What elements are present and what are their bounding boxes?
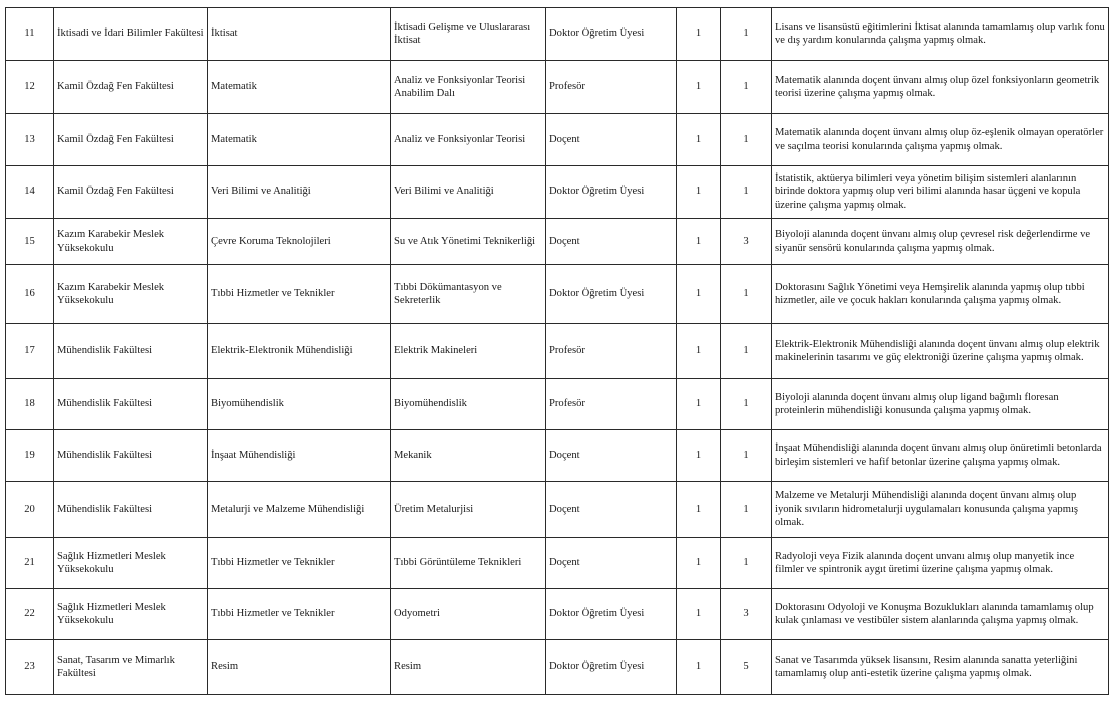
position-count: 1 xyxy=(721,324,772,379)
requirement-text: Sanat ve Tasarımda yüksek lisansını, Resim alanında sanatta yeterliğini tamamlamış olup anti-estetik üzerine çalışma yapmış olmak. xyxy=(772,640,1109,695)
position-count: 3 xyxy=(721,219,772,265)
degree-level: 1 xyxy=(677,379,721,430)
faculty-name: İktisadi ve İdari Bilimler Fakültesi xyxy=(54,8,208,61)
department-name: İnşaat Mühendisliği xyxy=(208,430,391,482)
program-name: Resim xyxy=(391,640,546,695)
program-name: Tıbbi Dökümantasyon ve Sekreterlik xyxy=(391,265,546,324)
position-count: 1 xyxy=(721,61,772,114)
row-number: 16 xyxy=(6,265,54,324)
academic-title: Doçent xyxy=(546,482,677,538)
row-number: 15 xyxy=(6,219,54,265)
table-row xyxy=(6,166,1109,219)
program-name: İktisadi Gelişme ve Uluslararası İktisat xyxy=(391,8,546,61)
table-row xyxy=(6,538,1109,589)
program-name: Elektrik Makineleri xyxy=(391,324,546,379)
faculty-name: Kamil Özdağ Fen Fakültesi xyxy=(54,166,208,219)
academic-title: Doktor Öğretim Üyesi xyxy=(546,640,677,695)
row-number: 18 xyxy=(6,379,54,430)
program-name: Veri Bilimi ve Analitiği xyxy=(391,166,546,219)
row-number: 13 xyxy=(6,114,54,166)
requirement-text: Radyoloji veya Fizik alanında doçent unvanı almış olup manyetik ince filmler ve spintronik aygıt üretimi üzerine çalışma yapmış olmak. xyxy=(772,538,1109,589)
faculty-name: Kazım Karabekir Meslek Yüksekokulu xyxy=(54,219,208,265)
position-count: 1 xyxy=(721,379,772,430)
table-row xyxy=(6,589,1109,640)
faculty-name: Sağlık Hizmetleri Meslek Yüksekokulu xyxy=(54,589,208,640)
table-row xyxy=(6,8,1109,61)
faculty-name: Mühendislik Fakültesi xyxy=(54,324,208,379)
degree-level: 1 xyxy=(677,324,721,379)
faculty-name: Sanat, Tasarım ve Mimarlık Fakültesi xyxy=(54,640,208,695)
academic-title: Doktor Öğretim Üyesi xyxy=(546,8,677,61)
department-name: İktisat xyxy=(208,8,391,61)
academic-title: Doçent xyxy=(546,219,677,265)
requirement-text: Matematik alanında doçent ünvanı almış olup özel fonksiyonların geometrik teorisi üzerine çalışma yapmış olmak. xyxy=(772,61,1109,114)
academic-title: Doçent xyxy=(546,430,677,482)
degree-level: 1 xyxy=(677,8,721,61)
table-row xyxy=(6,61,1109,114)
row-number: 17 xyxy=(6,324,54,379)
requirement-text: Biyoloji alanında doçent ünvanı almış olup ligand bağımlı floresan proteinlerin mühendisliği konusunda çalışma yapmış olmak. xyxy=(772,379,1109,430)
department-name: Metalurji ve Malzeme Mühendisliği xyxy=(208,482,391,538)
faculty-name: Mühendislik Fakültesi xyxy=(54,430,208,482)
academic-title: Doktor Öğretim Üyesi xyxy=(546,166,677,219)
academic-title: Profesör xyxy=(546,324,677,379)
degree-level: 1 xyxy=(677,482,721,538)
table-row xyxy=(6,640,1109,695)
department-name: Elektrik-Elektronik Mühendisliği xyxy=(208,324,391,379)
faculty-name: Sağlık Hizmetleri Meslek Yüksekokulu xyxy=(54,538,208,589)
table-row xyxy=(6,482,1109,538)
table-row xyxy=(6,114,1109,166)
row-number: 14 xyxy=(6,166,54,219)
row-number: 22 xyxy=(6,589,54,640)
degree-level: 1 xyxy=(677,61,721,114)
position-count: 3 xyxy=(721,589,772,640)
academic-title: Doçent xyxy=(546,538,677,589)
department-name: Matematik xyxy=(208,61,391,114)
requirement-text: Matematik alanında doçent ünvanı almış olup öz-eşlenik olmayan operatörler ve saçılma teorisi konularında çalışma yapmış olmak. xyxy=(772,114,1109,166)
program-name: Analiz ve Fonksiyonlar Teorisi xyxy=(391,114,546,166)
program-name: Mekanik xyxy=(391,430,546,482)
department-name: Resim xyxy=(208,640,391,695)
position-count: 5 xyxy=(721,640,772,695)
department-name: Matematik xyxy=(208,114,391,166)
program-name: Su ve Atık Yönetimi Teknikerliği xyxy=(391,219,546,265)
position-count: 1 xyxy=(721,430,772,482)
position-count: 1 xyxy=(721,8,772,61)
position-count: 1 xyxy=(721,114,772,166)
table-row xyxy=(6,430,1109,482)
program-name: Analiz ve Fonksiyonlar Teorisi Anabilim Dalı xyxy=(391,61,546,114)
row-number: 23 xyxy=(6,640,54,695)
position-count: 1 xyxy=(721,482,772,538)
academic-title: Doktor Öğretim Üyesi xyxy=(546,265,677,324)
row-number: 12 xyxy=(6,61,54,114)
table-body xyxy=(6,8,1109,695)
requirement-text: İstatistik, aktüerya bilimleri veya yönetim bilişim sistemleri alanlarının birinde doktora yapmış olup veri bilimi alanında hasar üçgeni ve kopula üzerine çalışma yapmış olmak. xyxy=(772,166,1109,219)
requirement-text: Doktorasını Sağlık Yönetimi veya Hemşirelik alanında yapmış olup tıbbi hizmetler, aile ve çocuk hakları konularında çalışma yapmış olmak. xyxy=(772,265,1109,324)
requirement-text: İnşaat Mühendisliği alanında doçent ünvanı almış olup önüretimli betonlarda birleşim sistemleri ve hafif betonlar üzerine çalışma yapmış olmak. xyxy=(772,430,1109,482)
department-name: Biyomühendislik xyxy=(208,379,391,430)
faculty-name: Kazım Karabekir Meslek Yüksekokulu xyxy=(54,265,208,324)
degree-level: 1 xyxy=(677,538,721,589)
degree-level: 1 xyxy=(677,640,721,695)
faculty-name: Mühendislik Fakültesi xyxy=(54,482,208,538)
row-number: 19 xyxy=(6,430,54,482)
department-name: Tıbbi Hizmetler ve Teknikler xyxy=(208,538,391,589)
faculty-name: Kamil Özdağ Fen Fakültesi xyxy=(54,114,208,166)
degree-level: 1 xyxy=(677,589,721,640)
requirement-text: Elektrik-Elektronik Mühendisliği alanında doçent ünvanı almış olup elektrik makinelerinin tasarımı ve güç elektroniği üzerine çalışma yapmış olmak. xyxy=(772,324,1109,379)
position-count: 1 xyxy=(721,166,772,219)
degree-level: 1 xyxy=(677,114,721,166)
row-number: 20 xyxy=(6,482,54,538)
position-count: 1 xyxy=(721,538,772,589)
requirement-text: Biyoloji alanında doçent ünvanı almış olup çevresel risk değerlendirme ve siyanür sensörü konularında çalışma yapmış olmak. xyxy=(772,219,1109,265)
row-number: 21 xyxy=(6,538,54,589)
program-name: Tıbbi Görüntüleme Teknikleri xyxy=(391,538,546,589)
table-row xyxy=(6,324,1109,379)
faculty-positions-table xyxy=(5,7,1109,695)
position-count: 1 xyxy=(721,265,772,324)
program-name: Odyometri xyxy=(391,589,546,640)
degree-level: 1 xyxy=(677,166,721,219)
requirement-text: Malzeme ve Metalurji Mühendisliği alanında doçent ünvanı almış olup iyonik sıvıların hidrometalurji uygulamaları konusunda çalışma yapmış olmak. xyxy=(772,482,1109,538)
degree-level: 1 xyxy=(677,265,721,324)
table-row xyxy=(6,219,1109,265)
program-name: Biyomühendislik xyxy=(391,379,546,430)
program-name: Üretim Metalurjisi xyxy=(391,482,546,538)
academic-title: Profesör xyxy=(546,61,677,114)
faculty-name: Kamil Özdağ Fen Fakültesi xyxy=(54,61,208,114)
table-row xyxy=(6,265,1109,324)
degree-level: 1 xyxy=(677,430,721,482)
academic-title: Doktor Öğretim Üyesi xyxy=(546,589,677,640)
faculty-name: Mühendislik Fakültesi xyxy=(54,379,208,430)
department-name: Veri Bilimi ve Analitiği xyxy=(208,166,391,219)
requirement-text: Doktorasını Odyoloji ve Konuşma Bozuklukları alanında tamamlamış olup kulak çınlaması ve vestibüler sistem alanlarında çalışma yapmış olmak. xyxy=(772,589,1109,640)
requirement-text: Lisans ve lisansüstü eğitimlerini İktisat alanında tamamlamış olup varlık fonu ve dış yardım konularında çalışma yapmış olmak. xyxy=(772,8,1109,61)
department-name: Tıbbi Hizmetler ve Teknikler xyxy=(208,265,391,324)
department-name: Çevre Koruma Teknolojileri xyxy=(208,219,391,265)
table-row xyxy=(6,379,1109,430)
degree-level: 1 xyxy=(677,219,721,265)
academic-title: Doçent xyxy=(546,114,677,166)
row-number: 11 xyxy=(6,8,54,61)
academic-title: Profesör xyxy=(546,379,677,430)
department-name: Tıbbi Hizmetler ve Teknikler xyxy=(208,589,391,640)
